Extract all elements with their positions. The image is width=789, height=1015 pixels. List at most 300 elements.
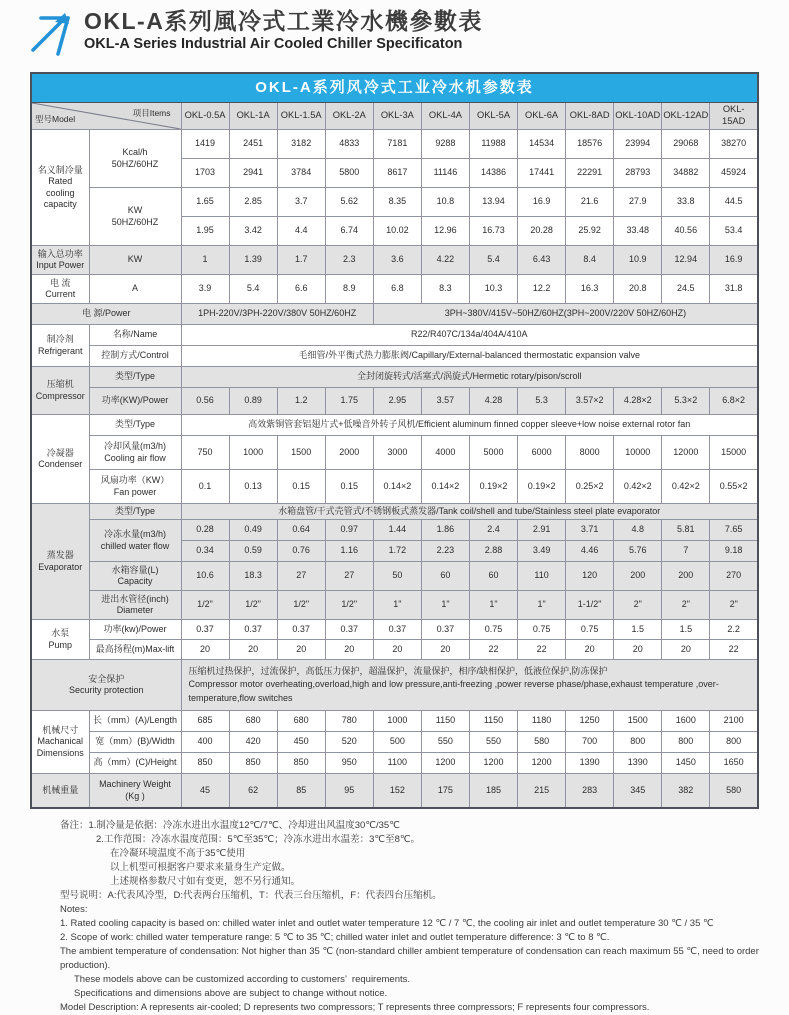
value-cell: 185 [469, 774, 517, 809]
value-cell: 20 [566, 640, 614, 660]
value-cell: 1" [421, 591, 469, 620]
value-cell: 13.94 [469, 188, 517, 217]
section-label: 蒸发器 Evaporator [31, 504, 89, 620]
value-cell: 3.57×2 [566, 388, 614, 415]
note-en-line: The ambient temperature of condensation: Not higher than 35 ℃ (non-standard chiller ambient temperature of condensation can reach maximum 55 ℃, need to order production). [60, 946, 762, 971]
item-label: 安全保护 Security protection [31, 660, 181, 711]
value-cell: 1.95 [181, 217, 229, 246]
value-cell: 750 [181, 436, 229, 470]
value-cell: 60 [469, 562, 517, 591]
value-cell: 1000 [229, 436, 277, 470]
value-cell: 550 [469, 732, 517, 753]
value-cell: 1.72 [373, 541, 421, 562]
value-cell: 1" [518, 591, 566, 620]
value-cell: 20.28 [518, 217, 566, 246]
value-cell: 2.3 [325, 246, 373, 275]
item-label: Machinery Weight (Kg ) [89, 774, 181, 809]
value-cell: 0.37 [229, 620, 277, 640]
value-cell: 800 [662, 732, 710, 753]
item-label: KW 50HZ/60HZ [89, 188, 181, 246]
value-cell: 0.75 [566, 620, 614, 640]
value-cell: 14534 [518, 130, 566, 159]
value-cell: 0.37 [277, 620, 325, 640]
value-cell: 1200 [469, 753, 517, 774]
arrow-up-right-icon [26, 10, 76, 62]
value-cell: 2100 [710, 711, 758, 732]
value-cell: 0.49 [229, 520, 277, 541]
item-label: A [89, 275, 181, 304]
value-cell: 780 [325, 711, 373, 732]
value-cell: 175 [421, 774, 469, 809]
value-cell: 1000 [373, 711, 421, 732]
value-cell: 6.8×2 [710, 388, 758, 415]
value-cell: 5.3 [518, 388, 566, 415]
value-cell: 17441 [518, 159, 566, 188]
value-cell: 1250 [566, 711, 614, 732]
value-cell: 15000 [710, 436, 758, 470]
note-en-line: Notes: [60, 904, 88, 915]
note-en-line: Specifications and dimensions above are subject to change without notice. [74, 988, 388, 999]
value-cell: 27 [325, 562, 373, 591]
value-cell: 1500 [277, 436, 325, 470]
spec-table-wrap [30, 72, 759, 809]
value-cell: 4000 [421, 436, 469, 470]
value-cell: 2" [662, 591, 710, 620]
value-cell: 2000 [325, 436, 373, 470]
value-cell: 800 [710, 732, 758, 753]
value-cell: 0.76 [277, 541, 325, 562]
value-cell: 40.56 [662, 217, 710, 246]
value-cell: 1450 [662, 753, 710, 774]
value-cell: 1200 [518, 753, 566, 774]
value-cell: 0.37 [181, 620, 229, 640]
value-cell: 20 [373, 640, 421, 660]
item-label: 控制方式/Control [89, 346, 181, 367]
value-cell: 0.37 [421, 620, 469, 640]
value-cell: 5.4 [469, 246, 517, 275]
value-cell: 1.65 [181, 188, 229, 217]
value-cell: 8.9 [325, 275, 373, 304]
value-cell: 0.25×2 [566, 470, 614, 504]
value-cell: 2451 [229, 130, 277, 159]
model-header: OKL-8AD [566, 103, 614, 130]
value-cell: 0.1 [181, 470, 229, 504]
value-cell: 3.71 [566, 520, 614, 541]
section-label: 制冷剂 Refrigerant [31, 325, 89, 367]
value-cell: 3.6 [373, 246, 421, 275]
item-label: Kcal/h 50HZ/60HZ [89, 130, 181, 188]
value-cell: 685 [181, 711, 229, 732]
value-cell: 34882 [662, 159, 710, 188]
item-label: 类型/Type [89, 367, 181, 388]
value-cell: 5800 [325, 159, 373, 188]
value-cell: R22/R407C/134a/404A/410A [181, 325, 758, 346]
value-cell: 680 [277, 711, 325, 732]
value-cell: 毛细管/外平衡式热力膨胀阀/Capillary/External-balanced thermostatic expansion valve [181, 346, 758, 367]
section-label: 冷凝器 Condenser [31, 415, 89, 504]
note-zh-line: 在冷凝环境温度不高于35℃使用 [110, 848, 246, 859]
value-cell: 0.34 [181, 541, 229, 562]
value-cell: 1/2" [181, 591, 229, 620]
value-cell: 50 [373, 562, 421, 591]
item-label: KW [89, 246, 181, 275]
value-cell: 20 [229, 640, 277, 660]
value-cell: 8.4 [566, 246, 614, 275]
value-cell: 0.56 [181, 388, 229, 415]
model-header: OKL-6A [518, 103, 566, 130]
value-cell: 3000 [373, 436, 421, 470]
value-cell: 23994 [614, 130, 662, 159]
note-zh-line: 上述规格参数尺寸如有变更，恕不另行通知。 [110, 876, 301, 887]
section-label: 输入总功率 Input Power [31, 246, 89, 275]
item-label: 冷却风量(m3/h) Cooling air flow [89, 436, 181, 470]
page-header [0, 0, 789, 62]
item-label: 类型/Type [89, 504, 181, 520]
value-cell: 0.15 [325, 470, 373, 504]
value-cell: 1/2" [277, 591, 325, 620]
value-cell: 1.44 [373, 520, 421, 541]
value-cell: 20 [662, 640, 710, 660]
value-cell: 1390 [566, 753, 614, 774]
value-cell: 1200 [421, 753, 469, 774]
value-cell: 5000 [469, 436, 517, 470]
value-cell: 0.75 [469, 620, 517, 640]
item-label: 最高扬程(m)Max-lift [89, 640, 181, 660]
value-cell: 水箱盘管/干式壳管式/不锈钢板式蒸发器/Tank coil/shell and tube/Stainless steel plate evaporator [181, 504, 758, 520]
value-cell: 1650 [710, 753, 758, 774]
notes [60, 819, 789, 1015]
item-label: 进出水管径(inch) Diameter [89, 591, 181, 620]
value-cell: 6000 [518, 436, 566, 470]
value-cell: 0.97 [325, 520, 373, 541]
value-cell: 11988 [469, 130, 517, 159]
value-cell: 12.94 [662, 246, 710, 275]
value-cell: 270 [710, 562, 758, 591]
value-cell: 680 [229, 711, 277, 732]
value-cell: 0.89 [229, 388, 277, 415]
value-cell: 12000 [662, 436, 710, 470]
value-cell: 152 [373, 774, 421, 809]
value-cell: 9288 [421, 130, 469, 159]
value-cell: 16.73 [469, 217, 517, 246]
item-label: 长（mm）(A)/Length [89, 711, 181, 732]
value-cell: 10.9 [614, 246, 662, 275]
value-cell: 2" [614, 591, 662, 620]
value-cell: 2.23 [421, 541, 469, 562]
value-cell: 450 [277, 732, 325, 753]
value-cell: 16.9 [518, 188, 566, 217]
spec-table [30, 72, 759, 809]
value-cell: 3.9 [181, 275, 229, 304]
item-label: 宽（mm）(B)/Width [89, 732, 181, 753]
value-cell: 33.48 [614, 217, 662, 246]
item-label: 水箱容量(L) Capacity [89, 562, 181, 591]
model-header: OKL-1.5A [277, 103, 325, 130]
model-header: OKL-4A [421, 103, 469, 130]
value-cell: 580 [518, 732, 566, 753]
value-cell: 2.88 [469, 541, 517, 562]
value-cell: 全封闭旋转式/活塞式/涡旋式/Hermetic rotary/pison/scroll [181, 367, 758, 388]
value-cell: 520 [325, 732, 373, 753]
item-label: 功率(KW)/Power [89, 388, 181, 415]
value-cell: 8.3 [421, 275, 469, 304]
value-cell: 27 [277, 562, 325, 591]
value-cell: 10.3 [469, 275, 517, 304]
value-cell: 1/2" [325, 591, 373, 620]
value-cell: 0.14×2 [421, 470, 469, 504]
value-cell: 1.7 [277, 246, 325, 275]
value-cell: 6.6 [277, 275, 325, 304]
value-cell: 1150 [469, 711, 517, 732]
value-cell: 0.19×2 [518, 470, 566, 504]
value-cell: 500 [373, 732, 421, 753]
value-cell: 28793 [614, 159, 662, 188]
value-cell: 22291 [566, 159, 614, 188]
value-cell: 5.76 [614, 541, 662, 562]
model-header: OKL-3A [373, 103, 421, 130]
value-cell: 1/2" [229, 591, 277, 620]
page-title: OKL-A系列風冷式工業冷水機參數表 [84, 8, 483, 34]
note-en-line: 1. Rated cooling capacity is based on: chilled water inlet and outlet water temperature 12 ℃ / 7 ℃, the cooling air inlet and outlet temperature 30 ℃ / 35 ℃ [60, 918, 714, 929]
value-cell: 0.28 [181, 520, 229, 541]
value-cell: 4.28 [469, 388, 517, 415]
value-cell: 120 [566, 562, 614, 591]
value-cell: 20.8 [614, 275, 662, 304]
value-cell: 4.4 [277, 217, 325, 246]
value-cell: 1500 [614, 711, 662, 732]
model-header: OKL-0.5A [181, 103, 229, 130]
value-cell: 850 [277, 753, 325, 774]
value-cell: 11146 [421, 159, 469, 188]
section-label: 水泵 Pump [31, 620, 89, 660]
value-cell: 21.6 [566, 188, 614, 217]
model-header: OKL-12AD [662, 103, 710, 130]
value-cell: 1.5 [614, 620, 662, 640]
value-cell: 850 [229, 753, 277, 774]
value-cell: 1" [469, 591, 517, 620]
value-cell: 22 [710, 640, 758, 660]
value-cell: 400 [181, 732, 229, 753]
value-cell: 29068 [662, 130, 710, 159]
section-label: 名义制冷量 Rated cooling capacity [31, 130, 89, 246]
value-cell: 1.16 [325, 541, 373, 562]
value-cell: 3PH~380V/415V~50HZ/60HZ(3PH~200V/220V 50HZ/60HZ) [373, 304, 758, 325]
value-cell: 5.3×2 [662, 388, 710, 415]
value-cell: 6.8 [373, 275, 421, 304]
model-header: OKL-2A [325, 103, 373, 130]
value-cell: 12.96 [421, 217, 469, 246]
value-cell: 10000 [614, 436, 662, 470]
value-cell: 0.42×2 [662, 470, 710, 504]
value-cell: 345 [614, 774, 662, 809]
item-label: 风扇功率（KW） Fan power [89, 470, 181, 504]
note-en-line: Model Description: A represents air-cooled; D represents two compressors; T represents three compressors; F represents four compressors. [60, 1002, 650, 1013]
page-subtitle: OKL-A Series Industrial Air Cooled Chiller Specificaton [84, 36, 463, 53]
value-cell: 16.3 [566, 275, 614, 304]
model-header: OKL-1A [229, 103, 277, 130]
value-cell: 800 [614, 732, 662, 753]
value-cell: 14386 [469, 159, 517, 188]
value-cell: 1PH-220V/3PH-220V/380V 50HZ/60HZ [181, 304, 373, 325]
value-cell: 1.75 [325, 388, 373, 415]
value-cell: 10.6 [181, 562, 229, 591]
value-cell: 7 [662, 541, 710, 562]
value-cell: 0.19×2 [469, 470, 517, 504]
value-cell: 4.22 [421, 246, 469, 275]
item-label: 高（mm）(C)/Height [89, 753, 181, 774]
value-cell: 200 [614, 562, 662, 591]
value-cell: 高效紫铜管套铝翅片式+低噪音外转子风机/Efficient aluminum finned copper sleeve+low noise external rotor fan [181, 415, 758, 436]
value-cell: 1.39 [229, 246, 277, 275]
value-cell: 1150 [421, 711, 469, 732]
value-cell: 0.14×2 [373, 470, 421, 504]
value-cell: 3.42 [229, 217, 277, 246]
model-header: OKL-10AD [614, 103, 662, 130]
value-cell: 3.57 [421, 388, 469, 415]
value-cell: 1.5 [662, 620, 710, 640]
value-cell: 0.37 [325, 620, 373, 640]
value-cell: 2.91 [518, 520, 566, 541]
value-cell: 7181 [373, 130, 421, 159]
table-title: OKL-A系列风冷式工业冷水机参数表 [31, 73, 758, 103]
value-cell: 60 [421, 562, 469, 591]
value-cell: 27.9 [614, 188, 662, 217]
item-label: 功率(kw)/Power [89, 620, 181, 640]
value-cell: 0.37 [373, 620, 421, 640]
value-cell: 22 [518, 640, 566, 660]
value-cell: 2.95 [373, 388, 421, 415]
value-cell: 45924 [710, 159, 758, 188]
value-cell: 850 [181, 753, 229, 774]
value-cell: 16.9 [710, 246, 758, 275]
note-zh-line: 型号说明：A:代表风冷型，D:代表两台压缩机，T：代表三台压缩机，F：代表四台压缩机。 [60, 890, 442, 901]
section-label: 机械尺寸 Machanical Dimensions [31, 711, 89, 774]
value-cell: 4.8 [614, 520, 662, 541]
value-cell: 5.81 [662, 520, 710, 541]
value-cell: 6.74 [325, 217, 373, 246]
value-cell: 38270 [710, 130, 758, 159]
value-cell: 3.7 [277, 188, 325, 217]
value-cell: 1600 [662, 711, 710, 732]
value-cell: 压缩机过热保护，过流保护，高低压力保护，超温保护，流量保护，相序/缺相保护，低液位保护,防冻保护 Compressor motor overheating,overload,high and low pressure,anti-freezing ,power reverse phase/phase,exhaust temperature ,over-temperature,flow switches [181, 660, 758, 711]
value-cell: 200 [662, 562, 710, 591]
value-cell: 1390 [614, 753, 662, 774]
value-cell: 1.2 [277, 388, 325, 415]
section-label: 机械重量 [31, 774, 89, 809]
value-cell: 2941 [229, 159, 277, 188]
note-en-line: 2. Scope of work: chilled water temperature range: 5 ℃ to 35 ℃; chilled water inlet and outlet temperature difference: 3 ℃ to 8 ℃. [60, 932, 610, 943]
value-cell: 420 [229, 732, 277, 753]
value-cell: 0.55×2 [710, 470, 758, 504]
value-cell: 0.59 [229, 541, 277, 562]
value-cell: 5.4 [229, 275, 277, 304]
value-cell: 62 [229, 774, 277, 809]
item-label: 类型/Type [89, 415, 181, 436]
value-cell: 4833 [325, 130, 373, 159]
note-zh-line: 备注：1.制冷量是依据：冷冻水进出水温度12℃/7℃、冷却进出风温度30℃/35℃ [60, 820, 400, 831]
value-cell: 22 [469, 640, 517, 660]
model-header: OKL-15AD [710, 103, 758, 130]
value-cell: 8.35 [373, 188, 421, 217]
value-cell: 7.65 [710, 520, 758, 541]
item-label: 名称/Name [89, 325, 181, 346]
note-zh-line: 以上机型可根据客户要求来量身生产定做。 [110, 862, 291, 873]
corner-cell: 型号Model 项目Items [31, 103, 181, 130]
value-cell: 5.62 [325, 188, 373, 217]
value-cell: 31.8 [710, 275, 758, 304]
value-cell: 0.15 [277, 470, 325, 504]
value-cell: 10.02 [373, 217, 421, 246]
value-cell: 0.75 [518, 620, 566, 640]
value-cell: 45 [181, 774, 229, 809]
value-cell: 1" [373, 591, 421, 620]
value-cell: 1419 [181, 130, 229, 159]
item-label: 冷冻水量(m3/h) chilled water flow [89, 520, 181, 562]
value-cell: 18.3 [229, 562, 277, 591]
value-cell: 3784 [277, 159, 325, 188]
value-cell: 1180 [518, 711, 566, 732]
value-cell: 9.18 [710, 541, 758, 562]
value-cell: 0.64 [277, 520, 325, 541]
value-cell: 2.4 [469, 520, 517, 541]
value-cell: 2.2 [710, 620, 758, 640]
value-cell: 0.42×2 [614, 470, 662, 504]
value-cell: 53.4 [710, 217, 758, 246]
value-cell: 18576 [566, 130, 614, 159]
value-cell: 20 [614, 640, 662, 660]
value-cell: 2.85 [229, 188, 277, 217]
value-cell: 1100 [373, 753, 421, 774]
value-cell: 382 [662, 774, 710, 809]
value-cell: 20 [421, 640, 469, 660]
section-label: 电 流 Current [31, 275, 89, 304]
value-cell: 12.2 [518, 275, 566, 304]
value-cell: 0.13 [229, 470, 277, 504]
item-label: 电 源/Power [31, 304, 181, 325]
value-cell: 44.5 [710, 188, 758, 217]
note-zh-line: 2.工作范围：冷冻水温度范围：5℃至35℃；冷冻水进出水温差：3℃至8℃。 [96, 834, 421, 845]
value-cell: 110 [518, 562, 566, 591]
value-cell: 20 [277, 640, 325, 660]
value-cell: 580 [710, 774, 758, 809]
value-cell: 33.8 [662, 188, 710, 217]
value-cell: 10.8 [421, 188, 469, 217]
value-cell: 85 [277, 774, 325, 809]
value-cell: 20 [181, 640, 229, 660]
value-cell: 3182 [277, 130, 325, 159]
value-cell: 550 [421, 732, 469, 753]
value-cell: 24.5 [662, 275, 710, 304]
value-cell: 8000 [566, 436, 614, 470]
value-cell: 700 [566, 732, 614, 753]
value-cell: 1703 [181, 159, 229, 188]
value-cell: 25.92 [566, 217, 614, 246]
value-cell: 283 [566, 774, 614, 809]
value-cell: 4.46 [566, 541, 614, 562]
value-cell: 4.28×2 [614, 388, 662, 415]
value-cell: 2" [710, 591, 758, 620]
value-cell: 215 [518, 774, 566, 809]
value-cell: 6.43 [518, 246, 566, 275]
value-cell: 1-1/2" [566, 591, 614, 620]
value-cell: 3.49 [518, 541, 566, 562]
section-label: 压缩机 Compressor [31, 367, 89, 415]
value-cell: 1.86 [421, 520, 469, 541]
value-cell: 20 [325, 640, 373, 660]
value-cell: 8617 [373, 159, 421, 188]
value-cell: 1 [181, 246, 229, 275]
value-cell: 950 [325, 753, 373, 774]
